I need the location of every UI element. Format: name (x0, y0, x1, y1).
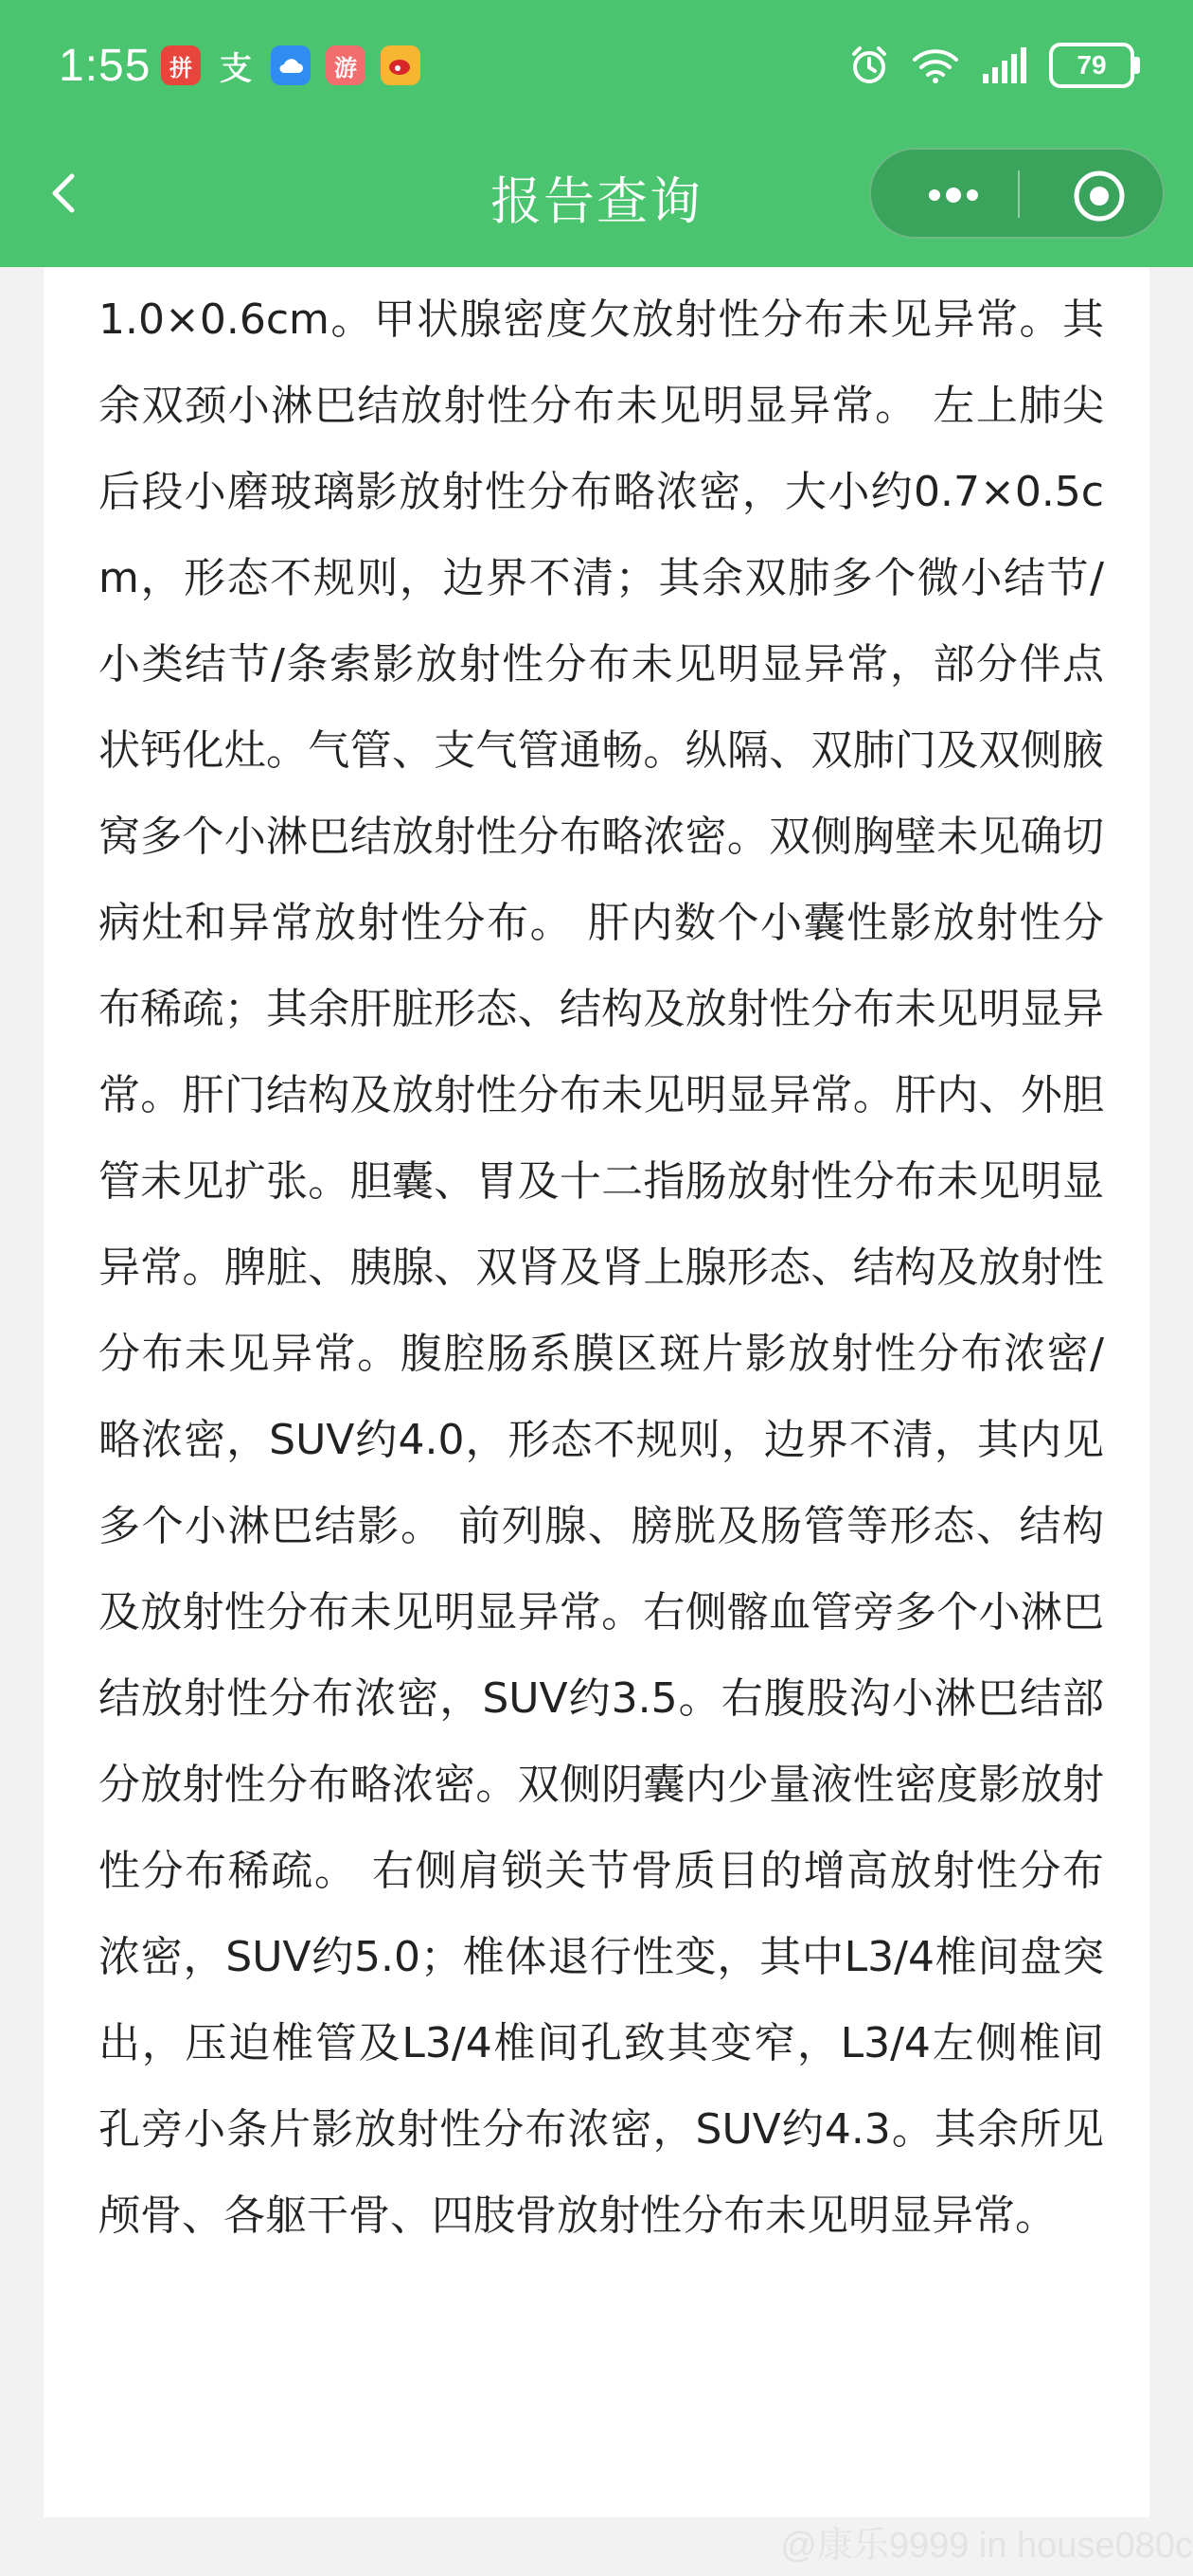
alarm-icon (848, 45, 890, 86)
signal-icon (981, 47, 1028, 83)
weibo-icon (381, 45, 420, 85)
more-button[interactable] (911, 169, 996, 222)
status-time: 1:55 (59, 41, 151, 91)
report-findings-text: 1.0×0.6cm。甲状腺密度欠放射性分布未见异常。其余双颈小淋巴结放射性分布未见明显异常。 左上肺尖后段小磨玻璃影放射性分布略浓密，大小约0.7×0.5cm，形态不规则，边界不清；其余双肺多个微小结节/小类结节/条索影放射性分布未见明显异常，部分伴点状钙化灶。气管、支气管通畅。纵隔、双肺门及双侧腋窝多个小淋巴结放射性分布略浓密。双侧胸壁未见确切病灶和异常放射性分布。 肝内数个小囊性影放射性分布稀疏；其余肝脏形态、结构及放射性分布未见明显异常。肝门结构及放射性分布未见明显异常。肝内、外胆管未见扩张。胆囊、胃及十二指肠放射性分布未见明显异常。脾脏、胰腺、双肾及肾上腺形态、结构及放射性分布未见异常。腹腔肠系膜区斑片影放射性分布浓密/略浓密，SUV约4.0，形态不规则，边界不清，其内见多个小淋巴结影。 前列腺、膀胱及肠管等形态、结构及放射性分布未见明显异常。右侧髂血管旁多个小淋巴结放射性分布浓密，SUV约3.5。右腹股沟小淋巴结部分放射性分布略浓密。双侧阴囊内少量液性密度影放射性分布稀疏。 右侧肩锁关节骨质目的增高放射性分布浓密，SUV约5.0；椎体退行性变，其中L3/4椎间盘突出，压迫椎管及L3/4椎间孔致其变窄，L3/4左侧椎间孔旁小条片影放射性分布浓密，SUV约4.3。其余所见颅骨、各躯干骨、四肢骨放射性分布未见明显异常。 (98, 295, 1104, 2240)
more-dots-icon (911, 169, 996, 222)
notification-icons (161, 45, 420, 88)
cloud-icon (271, 45, 311, 85)
report-card (44, 267, 1149, 2517)
game-icon: 游 (326, 45, 365, 85)
page-title: 报告查询 (490, 171, 703, 231)
battery-icon: 79 (1049, 43, 1134, 88)
capsule-divider (1018, 170, 1020, 218)
watermark: @康乐9999 in house080c (780, 2526, 1193, 2566)
close-mini-program-button[interactable] (1070, 167, 1129, 225)
pinduoduo-icon: 拼 (161, 45, 201, 85)
alipay-icon: 支 (220, 49, 252, 88)
mini-program-capsule (869, 148, 1165, 239)
status-right (848, 43, 1134, 88)
nav-bar (0, 142, 1193, 267)
wifi-icon (911, 46, 960, 84)
status-bar (0, 0, 1193, 142)
app-header (0, 0, 1193, 267)
target-circle-icon (1070, 167, 1129, 225)
